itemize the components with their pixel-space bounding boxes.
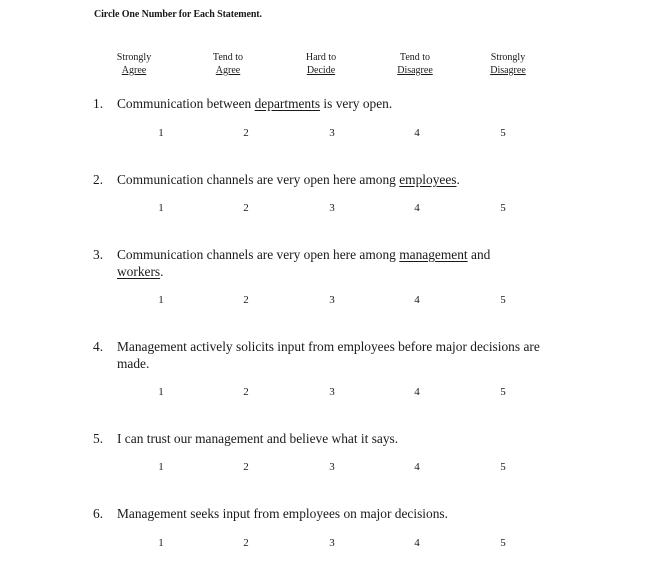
scale-label-line1: Strongly <box>490 52 526 63</box>
scale-label-line1: Tend to <box>212 52 244 63</box>
question-text <box>117 246 563 280</box>
question-text-part: Communication channels are very open here among <box>117 172 400 187</box>
choice-5[interactable]: 5 <box>500 461 506 473</box>
choice-3[interactable]: 3 <box>329 294 335 306</box>
question-4 <box>93 338 563 372</box>
question-6 <box>93 505 563 522</box>
scale-header-strongly-agree <box>94 51 174 77</box>
choice-4[interactable]: 4 <box>414 202 420 214</box>
question-1 <box>93 95 563 112</box>
question-text-part: . <box>160 264 164 279</box>
choice-2[interactable]: 2 <box>243 294 249 306</box>
question-number: 3. <box>93 247 104 262</box>
choice-1[interactable]: 1 <box>158 537 164 549</box>
question-text: Management actively solicits input from employees before major decisions are made. <box>117 339 540 371</box>
question-number: 5. <box>93 431 104 446</box>
choice-1[interactable]: 1 <box>158 386 164 398</box>
question-3 <box>93 246 563 280</box>
scale-header-hard-to-decide <box>281 51 361 77</box>
question-number: 6. <box>93 506 104 521</box>
choice-3[interactable]: 3 <box>329 127 335 139</box>
choice-2[interactable]: 2 <box>243 202 249 214</box>
question-text-part: . <box>456 172 460 187</box>
question-text-underlined: workers <box>117 264 161 279</box>
question-text-part: and <box>467 247 491 262</box>
choice-2[interactable]: 2 <box>243 127 249 139</box>
choice-3[interactable]: 3 <box>329 461 335 473</box>
question-text-underlined: employees <box>399 172 457 187</box>
choice-5[interactable]: 5 <box>500 294 506 306</box>
choice-5[interactable]: 5 <box>500 537 506 549</box>
question-2 <box>93 171 563 188</box>
question-text-part: Communication between <box>117 96 255 111</box>
choice-4[interactable]: 4 <box>414 386 420 398</box>
choice-1[interactable]: 1 <box>158 127 164 139</box>
choice-3[interactable]: 3 <box>329 537 335 549</box>
question-text <box>117 95 563 112</box>
question-number: 2. <box>93 172 104 187</box>
question-text-part: is very open. <box>320 96 393 111</box>
choice-2[interactable]: 2 <box>243 537 249 549</box>
question-number: 4. <box>93 339 104 354</box>
scale-label-line2: Decide <box>306 65 336 76</box>
choice-1[interactable]: 1 <box>158 202 164 214</box>
question-5 <box>93 430 563 447</box>
choice-3[interactable]: 3 <box>329 202 335 214</box>
question-text-part: Communication channels are very open here among <box>117 247 400 262</box>
question-text <box>117 171 563 188</box>
scale-label-line2: Agree <box>121 65 147 76</box>
question-number: 1. <box>93 96 104 111</box>
question-text: I can trust our management and believe what it says. <box>117 431 399 446</box>
choice-1[interactable]: 1 <box>158 461 164 473</box>
choice-3[interactable]: 3 <box>329 386 335 398</box>
instruction-heading: Circle One Number for Each Statement. <box>94 9 262 20</box>
question-text-underlined: departments <box>254 96 321 111</box>
scale-label-line2: Disagree <box>490 65 526 76</box>
choice-4[interactable]: 4 <box>414 537 420 549</box>
choice-4[interactable]: 4 <box>414 461 420 473</box>
scale-header-strongly-disagree <box>468 51 548 77</box>
scale-label-line1: Strongly <box>116 52 152 63</box>
choice-5[interactable]: 5 <box>500 127 506 139</box>
scale-header-tend-to-agree <box>188 51 268 77</box>
scale-header-tend-to-disagree <box>375 51 455 77</box>
choice-2[interactable]: 2 <box>243 386 249 398</box>
scale-label-line2: Agree <box>215 65 241 76</box>
choice-1[interactable]: 1 <box>158 294 164 306</box>
choice-2[interactable]: 2 <box>243 461 249 473</box>
choice-5[interactable]: 5 <box>500 202 506 214</box>
choice-5[interactable]: 5 <box>500 386 506 398</box>
choice-4[interactable]: 4 <box>414 127 420 139</box>
question-text: Management seeks input from employees on major decisions. <box>117 506 448 521</box>
question-text-underlined: management <box>399 247 468 262</box>
scale-label-line2: Disagree <box>397 65 433 76</box>
scale-label-line1: Hard to <box>305 52 337 63</box>
choice-4[interactable]: 4 <box>414 294 420 306</box>
scale-label-line1: Tend to <box>399 52 431 63</box>
